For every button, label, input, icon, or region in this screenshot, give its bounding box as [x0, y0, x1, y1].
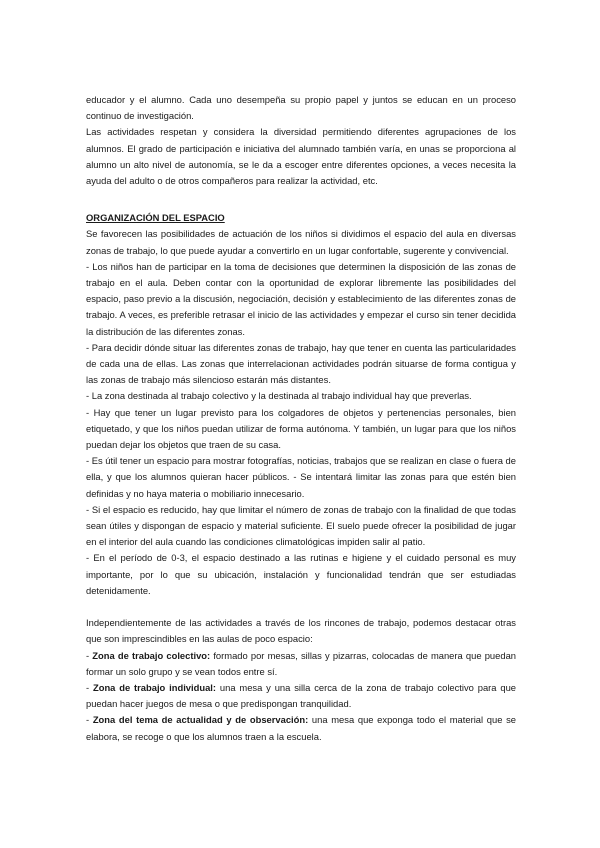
paragraph: - Es útil tener un espacio para mostrar fotografías, noticias, trabajos que se realizan en clase o fuera de ella, y que los alumnos quieran hacer públicos. - Se intentará limitar las zonas para que estén bien definidas y no haya materia o mobiliario innecesario.	[86, 455, 516, 499]
paragraph: - La zona destinada al trabajo colectivo y la destinada al trabajo individual hay que preverlas.	[86, 390, 472, 402]
paragraph: Las actividades respetan y considera la diversidad permitiendo diferentes agrupaciones de los alumnos. El grado de participación e iniciativa del alumnado también varía, en unas se proporciona al alumno un alto nivel de autonomía, se le da a escoger entre diferentes opciones, a veces necesita la ayuda del adulto o de otros compañeros para realizar la actividad, etc.	[86, 126, 516, 187]
paragraph: - Hay que tener un lugar previsto para los colgadores de objetos y pertenencias personales, bien etiquetado, y que los niños puedan utilizar de forma autónoma. Y también, un lugar para que los niños puedan dejar los objetos que traen de su casa.	[86, 406, 516, 451]
zone-prefix: -	[86, 714, 93, 726]
zone-item	[86, 712, 516, 744]
paragraph: educador y el alumno. Cada uno desempeña su propio papel y juntos se educan en un proceso continuo de investigación.	[86, 94, 516, 122]
zone-title: Zona de trabajo individual:	[92, 681, 217, 693]
paragraph: - Los niños han de participar en la toma de decisiones que determinen la disposición de las zonas de trabajo en el aula. Deben contar con la oportunidad de explorar libremente las posibilidades del espacio, paso previo a la discusión, negociación, decisión y establecimiento de las diferentes zonas de trabajo. A veces, es preferible retrasar el inicio de las actividades y empezar el curso sin tener decidida la distribución de las diferentes zonas.	[86, 260, 516, 337]
zone-text: una mesa que exponga todo el material que se elabora, se recoge o que los alumnos traen a la escuela.	[86, 714, 516, 742]
section-heading: ORGANIZACIÓN DEL ESPACIO	[86, 212, 225, 224]
zone-prefix: -	[86, 649, 93, 661]
spacer	[86, 599, 516, 615]
paragraph: Se favorecen las posibilidades de actuación de los niños si dividimos el espacio del aula en diversas zonas de trabajo, lo que puede ayudar a convertirlo en un lugar confortable, sugerente y convivencial.	[86, 228, 516, 256]
paragraph: - Si el espacio es reducido, hay que limitar el número de zonas de trabajo con la finalidad de que todas sean útiles y dispongan de espacio y material suficiente. El suelo puede ofrecer la posibilidad de jugar en el interior del aula cuando las condiciones climatológicas impiden salir al patio.	[86, 503, 516, 548]
zone-title: Zona de trabajo colectivo:	[92, 649, 211, 661]
zone-prefix: -	[86, 681, 93, 693]
zone-item	[86, 680, 516, 712]
paragraph: - Para decidir dónde situar las diferentes zonas de trabajo, hay que tener en cuenta las particularidades de cada una de ellas. Las zonas que interrelacionan actividades podrán situarse de forma contigua y las zonas de trabajo más silencioso estarán más distantes.	[86, 341, 516, 386]
paragraph: Independientemente de las actividades a través de los rincones de trabajo, podemos destacar otras que son imprescindibles en las aulas de poco espacio:	[86, 617, 516, 645]
zone-title: Zona del tema de actualidad y de observación:	[92, 714, 309, 726]
document-body	[86, 92, 516, 745]
zone-item	[86, 648, 516, 680]
paragraph: - En el período de 0-3, el espacio destinado a las rutinas e higiene y el cuidado personal es muy importante, por lo que su ubicación, instalación y funcionalidad tendrán que ser estudiadas detenidamente.	[86, 552, 516, 596]
zone-text: una mesa y una silla cerca de la zona de trabajo colectivo para que puedan hacer juegos de mesa o que predispongan tranquilidad.	[86, 681, 517, 710]
zone-text: formado por mesas, sillas y pizarras, colocadas de manera que puedan formar un solo grupo y se vean todos entre sí.	[86, 649, 516, 677]
